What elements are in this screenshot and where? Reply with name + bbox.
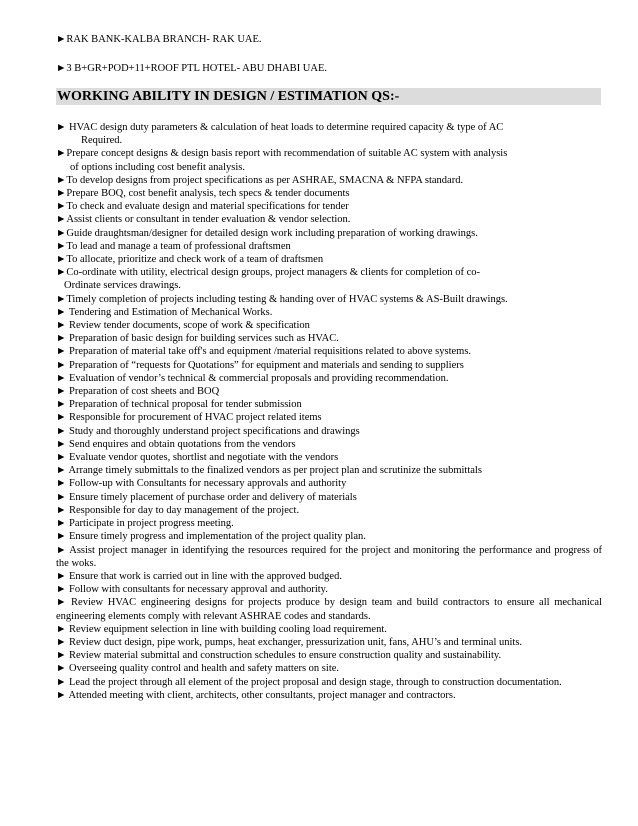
list-item-text: ► Preparation of basic design for building services such as HVAC. [56,333,339,345]
list-item [56,623,602,636]
list-item-text: ► Preparation of cost sheets and BOQ [56,386,220,398]
list-item [56,649,602,662]
project-line-ptl-hotel: ►3 B+GR+POD+11+ROOF PTL HOTEL- ABU DHABI UAE. [56,63,328,74]
list-item-text: ► Tendering and Estimation of Mechanical Works. [56,306,273,318]
list-item-text: ► Responsible for procurement of HVAC project related items [56,412,322,424]
list-item-text: ► Ensure timely placement of purchase order and delivery of materials [56,491,357,503]
list-item-text: ► HVAC design duty parameters & calculation of heat loads to determine required capacity & type of AC [56,122,504,133]
list-item [56,530,602,543]
list-item [56,213,602,226]
list-item-text: ► Review duct design, pipe work, pumps, heat exchanger, pressurization unit, fans, AHU’s and terminal units. [56,636,523,648]
list-item-text: ► Follow-up with Consultants for necessary approvals and authority [56,478,347,490]
list-item-text: ► Study and thoroughly understand project specifications and drawings [56,425,360,437]
list-item [56,596,602,622]
list-item-text: ►To lead and manage a team of professional draftsmen [56,240,291,252]
list-item [56,398,602,411]
list-item [56,345,602,358]
list-item [56,187,602,200]
list-item-text: ►To develop designs from project specifications as per ASHRAE, SMACNA & NFPA standard. [56,174,464,186]
list-item-text: ► Preparation of “requests for Quotations” for equipment and materials and sending to suppliers [56,359,464,371]
list-item [56,306,602,319]
list-item [56,504,602,517]
list-item [56,411,602,424]
section-heading: WORKING ABILITY IN DESIGN / ESTIMATION QS:- [56,88,601,105]
list-item [56,385,602,398]
list-item-continuation: Ordinate services drawings. [64,280,181,292]
list-item-text: ► Assist project manager in identifying the resources required for the project and monitoring the performance and progress of the woks. [56,544,602,569]
list-item-continuation: of options including cost benefit analysis. [70,161,245,173]
list-item [56,293,602,306]
list-item [56,319,602,332]
list-item [56,517,602,530]
list-item-text: ► Responsible for day to day management of the project. [56,504,300,516]
list-item [56,359,602,372]
list-item [56,200,602,213]
list-item-text: ►Prepare concept designs & design basis report with recommendation of suitable AC system with analysis [56,148,508,160]
list-item [56,240,602,253]
list-item [56,266,602,292]
list-item [56,583,602,596]
list-item [56,636,602,649]
list-item-text: ►Prepare BOQ, cost benefit analysis, tech specs & tender documents [56,188,350,200]
list-item [56,425,602,438]
list-item [56,438,602,451]
list-item-text: ► Arrange timely submittals to the finalized vendors as per project plan and scrutinize the submittals [56,465,482,477]
list-item-text: ►Co-ordinate with utility, electrical design groups, project managers & clients for completion of co- [56,267,481,279]
list-item [56,372,602,385]
list-item-text: ► Review tender documents, scope of work & specification [56,320,310,332]
list-item [56,676,602,689]
list-item [56,174,602,187]
list-item [56,570,602,583]
list-item-text: ► Follow with consultants for necessary approval and authority. [56,584,328,596]
list-item-text: ► Review material submittal and construction schedules to ensure construction quality and sustainability. [56,650,502,662]
list-item-text: ► Preparation of technical proposal for tender submission [56,399,302,411]
list-item-text: ► Send enquires and obtain quotations from the vendors [56,438,296,450]
list-item-text: ►Timely completion of projects including testing & handing over of HVAC systems & AS-Built drawings. [56,293,508,305]
list-item-text: ► Overseeing quality control and health and safety matters on site. [56,663,340,675]
list-item [56,147,602,173]
list-item-continuation: Required. [81,135,123,147]
list-item-text: ► Review equipment selection in line with building cooling load requirement. [56,623,387,635]
list-item-text: ► Review HVAC engineering designs for projects produce by design team and build contractors to ensure all mechanical engineering elements comply with relevant ASHRAE codes and standards. [56,597,602,622]
list-item [56,464,602,477]
list-item-text: ►To check and evaluate design and material specifications for tender [56,201,349,213]
list-item-text: ► Ensure that work is carried out in line with the approved budged. [56,570,342,582]
list-item [56,689,602,702]
list-item-text: ► Preparation of material take off's and equipment /material requisitions related to above systems. [56,346,472,358]
list-item-text: ► Ensure timely progress and implementation of the project quality plan. [56,531,366,543]
list-item [56,477,602,490]
list-item-text: ► Evaluation of vendor’s technical & commercial proposals and providing recommendation. [56,372,449,384]
list-item-text: ► Participate in project progress meeting. [56,518,234,530]
list-item [56,227,602,240]
list-item [56,121,602,147]
list-item [56,544,602,570]
project-line-rak-bank: ►RAK BANK-KALBA BRANCH- RAK UAE. [56,34,262,45]
list-item-text: ►Assist clients or consultant in tender evaluation & vendor selection. [56,214,351,226]
list-item-text: ►To allocate, prioritize and check work of a team of draftsmen [56,254,324,266]
list-item [56,491,602,504]
list-item-text: ► Lead the project through all element of the project proposal and design stage, through to construction documentation. [56,676,562,688]
responsibility-list [56,121,602,702]
list-item [56,451,602,464]
list-item [56,662,602,675]
list-item-text: ►Guide draughtsman/designer for detailed design work including preparation of working drawings. [56,227,478,239]
list-item-text: ► Evaluate vendor quotes, shortlist and negotiate with the vendors [56,452,339,464]
list-item [56,332,602,345]
list-item [56,253,602,266]
list-item-text: ► Attended meeting with client, architects, other consultants, project manager and contractors. [56,689,456,701]
